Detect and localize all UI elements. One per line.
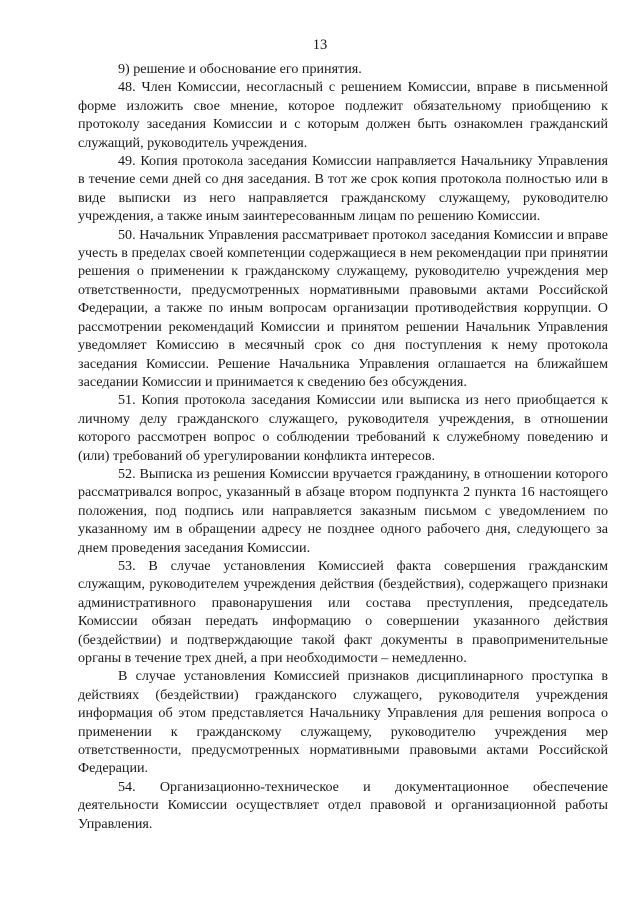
paragraph-50: 50. Начальник Управления рассматривает протокол заседания Комиссии и вправе учесть в пределах своей компетенции содержащиеся в нем рекомендации при принятии решения о применении к гражданскому служащему, руководителю учреждения мер ответственности, предусмотренных нормативными правовыми актами Российской Федерации, а также по иным вопросам организации противодействия коррупции. О рассмотрении рекомендаций Комиссии и принятом решении Начальник Управления уведомляет Комиссию в месячный срок со дня поступления к нему протокола заседания Комиссии. Решение Начальника Управления оглашается на ближайшем заседании Комиссии и принимается к сведению без обсуждения. <box>78 226 608 390</box>
paragraph-53: 53. В случае установления Комиссией факта совершения гражданским служащим, руководителем учреждения действия (бездействия), содержащего признаки административного правонарушения или состава преступления, председатель Комиссии обязан передать информацию о совершении указанного действия (бездействии) и подтверждающие такой факт документы в правоприменительные органы в течение трех дней, а при необходимости – немедленно. <box>78 557 608 666</box>
paragraph-52: 52. Выписка из решения Комиссии вручается гражданину, в отношении которого рассматривался вопрос, указанный в абзаце втором подпункта 2 пункта 16 настоящего положения, под подпись или направляется заказным письмом с уведомлением по указанному им в обращении адресу не позднее одного рабочего дня, следующего за днем проведения заседания Комиссии. <box>78 465 608 556</box>
paragraph-48: 48. Член Комиссии, несогласный с решением Комиссии, вправе в письменной форме изложить свое мнение, которое подлежит обязательному приобщению к протоколу заседания Комиссии и с которым должен быть ознакомлен гражданский служащий, руководитель учреждения. <box>78 79 608 151</box>
paragraph-53-continued: В случае установления Комиссией признаков дисциплинарного проступка в действиях (бездействии) гражданского служащего, руководителя учреждения информация об этом представляется Начальнику Управления для решения вопроса о применении к гражданскому служащему, руководителю учреждения мер ответственности, предусмотренных нормативными правовыми актами Российской Федерации. <box>78 668 608 777</box>
paragraph-51: 51. Копия протокола заседания Комиссии или выписка из него приобщается к личному делу гражданского служащего, руководителя учреждения, в отношении которого рассмотрен вопрос о соблюдении требований к служебному поведению и (или) требований об урегулировании конфликта интересов. <box>78 392 608 464</box>
paragraph-49: 49. Копия протокола заседания Комиссии направляется Начальнику Управления в течение семи дней со дня заседания. В тот же срок копия протокола полностью или в виде выписки из него направляется гражданскому служащему, руководителю учреждения, а также иным заинтересованным лицам по решению Комиссии. <box>78 153 608 225</box>
page-number: 13 <box>312 37 328 53</box>
paragraph-54: 54. Организационно-техническое и документационное обеспечение деятельности Комиссии осуществляет отдел правовой и организационной работы Управления. <box>78 778 608 832</box>
paragraph-item-9: 9) решение и обоснование его принятия. <box>118 61 362 77</box>
document-body <box>78 60 608 833</box>
